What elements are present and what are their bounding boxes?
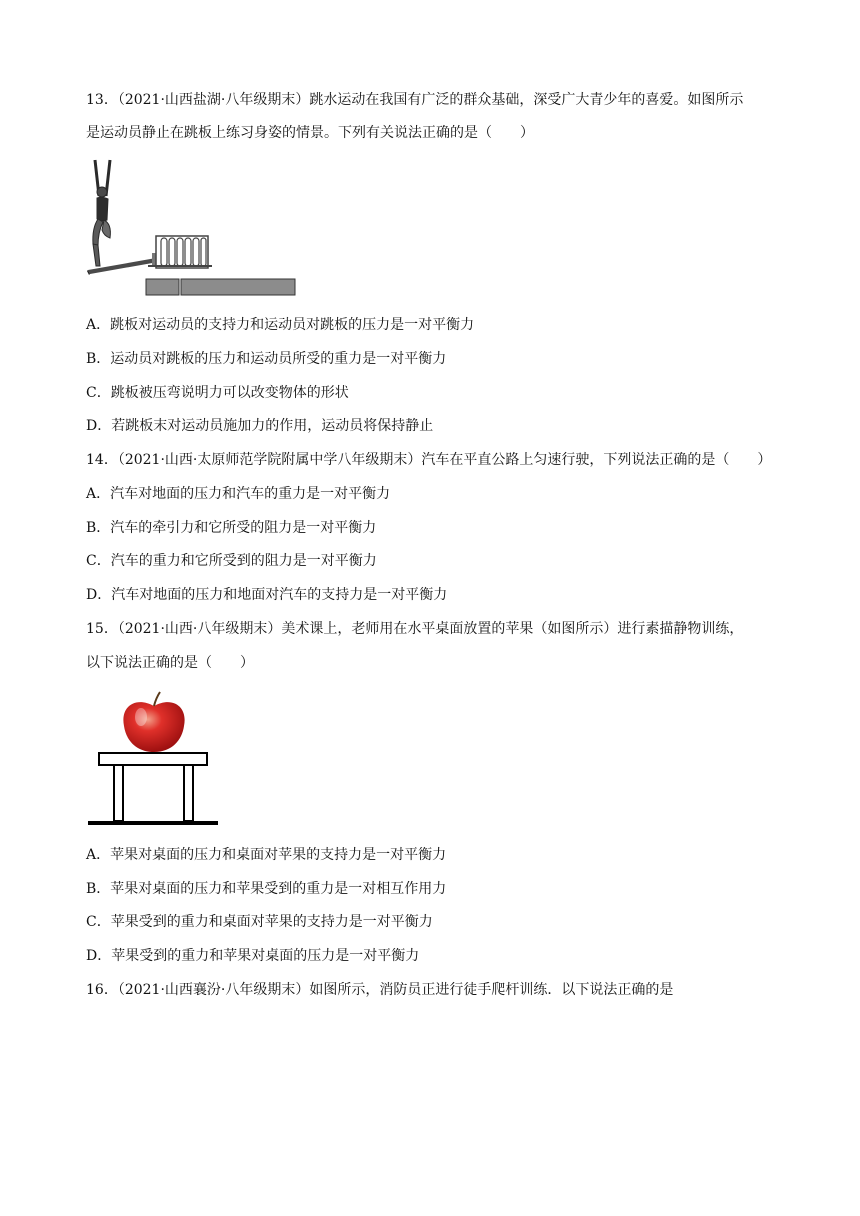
- q14-stem-line1: [86, 450, 771, 470]
- diving-board-figure: [86, 158, 302, 298]
- q16-stem-line1: [86, 980, 673, 1000]
- q14-option-a: A．汽车对地面的压力和汽车的重力是一对平衡力: [86, 486, 391, 502]
- q14-option-b: B．汽车的牵引力和它所受的阻力是一对平衡力: [86, 520, 377, 536]
- q14-source: （2021·山西·太原师范学院附属中学八年级期末）: [117, 452, 422, 468]
- q13-option-c: C．跳板被压弯说明力可以改变物体的形状: [86, 385, 349, 401]
- q13-option-b: B．运动员对跳板的压力和运动员所受的重力是一对平衡力: [86, 351, 447, 367]
- q13-source: （2021·山西盐湖·八年级期末）: [117, 92, 310, 108]
- q15-option-a: A．苹果对桌面的压力和桌面对苹果的支持力是一对平衡力: [86, 847, 447, 863]
- q14-option-c: C．汽车的重力和它所受到的阻力是一对平衡力: [86, 553, 377, 569]
- q16-stem: 如图所示，消防员正进行徒手爬杆训练．以下说法正确的是: [309, 982, 674, 998]
- q16-source: （2021·山西襄汾·八年级期末）: [117, 982, 310, 998]
- q15-stem-line2: 以下说法正确的是（ ）: [86, 655, 254, 671]
- q13-stem: 跳水运动在我国有广泛的群众基础，深受广大青少年的喜爱。如图所示: [309, 92, 744, 108]
- q15-source: （2021·山西·八年级期末）: [117, 621, 282, 637]
- q13-stem-line2: 是运动员静止在跳板上练习身姿的情景。下列有关说法正确的是（ ）: [86, 125, 534, 141]
- q14-stem: 汽车在平直公路上匀速行驶，下列说法正确的是（ ）: [421, 452, 772, 468]
- q14-number: 14．: [86, 452, 118, 468]
- q16-number: 16．: [86, 982, 118, 998]
- q15-option-b: B．苹果对桌面的压力和苹果受到的重力是一对相互作用力: [86, 881, 447, 897]
- q13-number: 13．: [86, 92, 118, 108]
- q13-option-a: A．跳板对运动员的支持力和运动员对跳板的压力是一对平衡力: [86, 317, 475, 333]
- q13-option-d: D．若跳板末对运动员施加力的作用，运动员将保持静止: [86, 418, 434, 434]
- q15-stem: 美术课上，老师用在水平桌面放置的苹果（如图所示）进行素描静物训练，: [281, 621, 744, 637]
- q15-option-d: D．苹果受到的重力和苹果对桌面的压力是一对平衡力: [86, 948, 420, 964]
- apple-on-table-figure: [86, 690, 222, 830]
- q13-stem-line1: [86, 90, 743, 110]
- q14-option-d: D．汽车对地面的压力和地面对汽车的支持力是一对平衡力: [86, 587, 448, 603]
- q15-stem-line1: [86, 619, 743, 639]
- q15-number: 15．: [86, 621, 118, 637]
- q15-option-c: C．苹果受到的重力和桌面对苹果的支持力是一对平衡力: [86, 914, 433, 930]
